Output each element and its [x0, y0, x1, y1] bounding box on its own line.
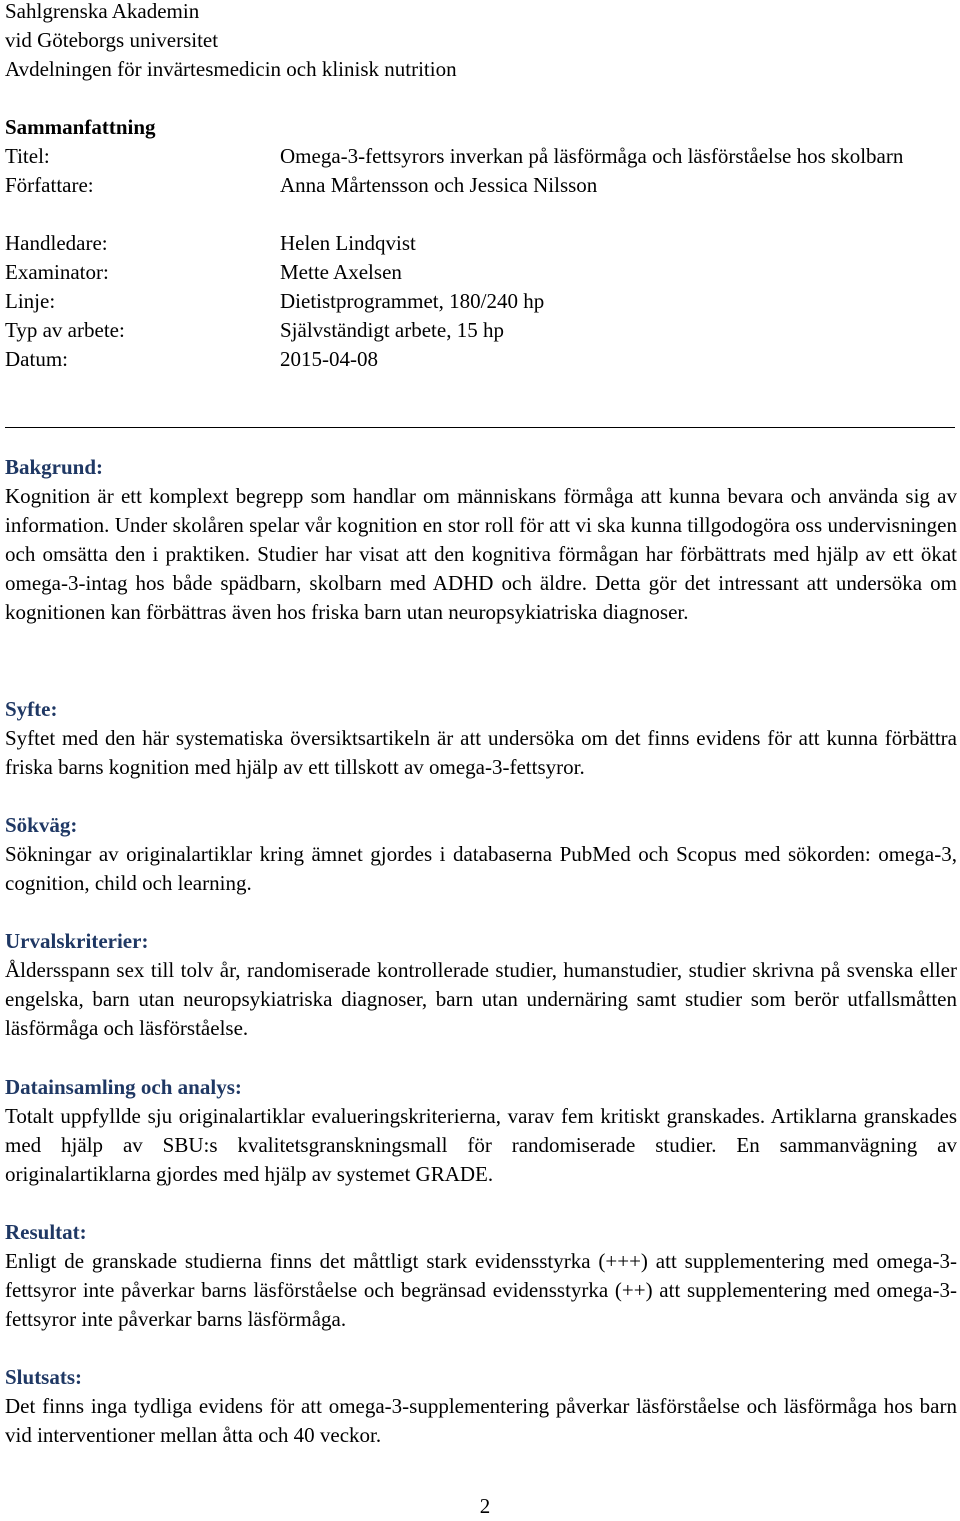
- titel-value: Omega-3-fettsyrors inverkan på läsförmåga och läsförståelse hos skolbarn: [280, 144, 904, 168]
- meta-row-typ: [5, 316, 957, 345]
- bakgrund-text: Kognition är ett komplext begrepp som handlar om människans förmåga att kunna bevara och använda sig av information. Under skolåren spelar vår kognition en stor roll för att vi ska kunna tillgodogöra oss undervisningen och omsätta den i praktiken. Studier har visat att den kognitiva förmågan har förbättrats med hjälp av ett ökat omega-3-intag hos både spädbarn, skolbarn med ADHD och äldre. Detta gör det intressant att undersöka om kognitionen kan förbättras även hos friska barn utan neuropsykiatriska diagnoser.: [5, 484, 957, 624]
- slutsats-text: Det finns inga tydliga evidens för att omega-3-supplementering påverkar läsförståelse och läsförmåga hos barn vid interventioner mellan åtta och 40 veckor.: [5, 1394, 957, 1447]
- summary-heading: Sammanfattning: [5, 115, 156, 139]
- linje-label: Linje:: [5, 289, 56, 313]
- bakgrund-heading: Bakgrund:: [5, 455, 104, 479]
- resultat-text: Enligt de granskade studierna finns det måttligt stark evidensstyrka (+++) att supplementering med omega-3-fettsyror inte påverkar barns läsförståelse och begränsad evidensstyrka (++) att supplementering med omega-3-fettsyror inte påverkar barns läsförmåga.: [5, 1249, 957, 1331]
- urval-heading: Urvalskriterier:: [5, 929, 149, 953]
- section-urvalskriterier: [5, 927, 957, 1043]
- examinator-value: Mette Axelsen: [280, 260, 402, 284]
- section-bakgrund: [5, 453, 957, 627]
- sokvag-text: Sökningar av originalartiklar kring ämnet gjordes i databaserna PubMed och Scopus med sökorden: omega-3, cognition, child och learning.: [5, 842, 957, 895]
- syfte-heading: Syfte:: [5, 697, 58, 721]
- titel-label: Titel:: [5, 144, 50, 168]
- section-sokvag: [5, 811, 957, 898]
- header-line-university: Sahlgrenska Akademin: [5, 0, 200, 23]
- section-datainsamling: [5, 1073, 957, 1189]
- datainsamling-heading: Datainsamling och analys:: [5, 1075, 242, 1099]
- typ-label: Typ av arbete:: [5, 318, 125, 342]
- meta-row-forfattare: [5, 171, 957, 200]
- header-line-affiliation: vid Göteborgs universitet: [5, 28, 219, 52]
- datainsamling-text: Totalt uppfyllde sju originalartiklar evalueringskriterierna, varav fem kritiskt granskades. Artiklarna granskades med hjälp av SBU:s kvalitetsgranskningsmall för randomiserade studier. En sammanvägning av originalartiklarna gjordes med hjälp av systemet GRADE.: [5, 1104, 957, 1186]
- examinator-label: Examinator:: [5, 260, 109, 284]
- meta-row-datum: [5, 345, 957, 374]
- section-syfte: [5, 695, 957, 782]
- horizontal-divider: [5, 427, 955, 428]
- page-number: 2: [479, 1494, 491, 1518]
- forfattare-value: Anna Mårtensson och Jessica Nilsson: [280, 173, 598, 197]
- typ-value: Självständigt arbete, 15 hp: [280, 318, 504, 342]
- datum-value: 2015-04-08: [280, 347, 378, 371]
- meta-row-titel: [5, 142, 957, 171]
- header-line-department: Avdelningen för invärtesmedicin och klinisk nutrition: [5, 57, 457, 81]
- meta-row-handledare: [5, 229, 957, 258]
- meta-row-examinator: [5, 258, 957, 287]
- forfattare-label: Författare:: [5, 173, 94, 197]
- meta-row-linje: [5, 287, 957, 316]
- urval-text: Åldersspann sex till tolv år, randomiserade kontrollerade studier, humanstudier, studier skrivna på svenska eller engelska, barn utan neuropsykiatriska diagnoser, barn utan undernäring samt studier som berör utfallsmåtten läsförmåga och läsförståelse.: [5, 958, 957, 1040]
- section-slutsats: [5, 1363, 957, 1450]
- syfte-text: Syftet med den här systematiska översiktsartikeln är att undersöka om det finns evidens för att kunna förbättra friska barns kognition med hjälp av ett tillskott av omega-3-fettsyror.: [5, 726, 957, 779]
- resultat-heading: Resultat:: [5, 1220, 87, 1244]
- sokvag-heading: Sökväg:: [5, 813, 78, 837]
- handledare-value: Helen Lindqvist: [280, 231, 416, 255]
- section-resultat: [5, 1218, 957, 1334]
- handledare-label: Handledare:: [5, 231, 108, 255]
- institution-header: [5, 0, 957, 84]
- linje-value: Dietistprogrammet, 180/240 hp: [280, 289, 545, 313]
- summary-metadata: [5, 142, 957, 374]
- datum-label: Datum:: [5, 347, 68, 371]
- slutsats-heading: Slutsats:: [5, 1365, 83, 1389]
- document-page: [5, 0, 957, 1518]
- meta-spacer: [5, 200, 957, 229]
